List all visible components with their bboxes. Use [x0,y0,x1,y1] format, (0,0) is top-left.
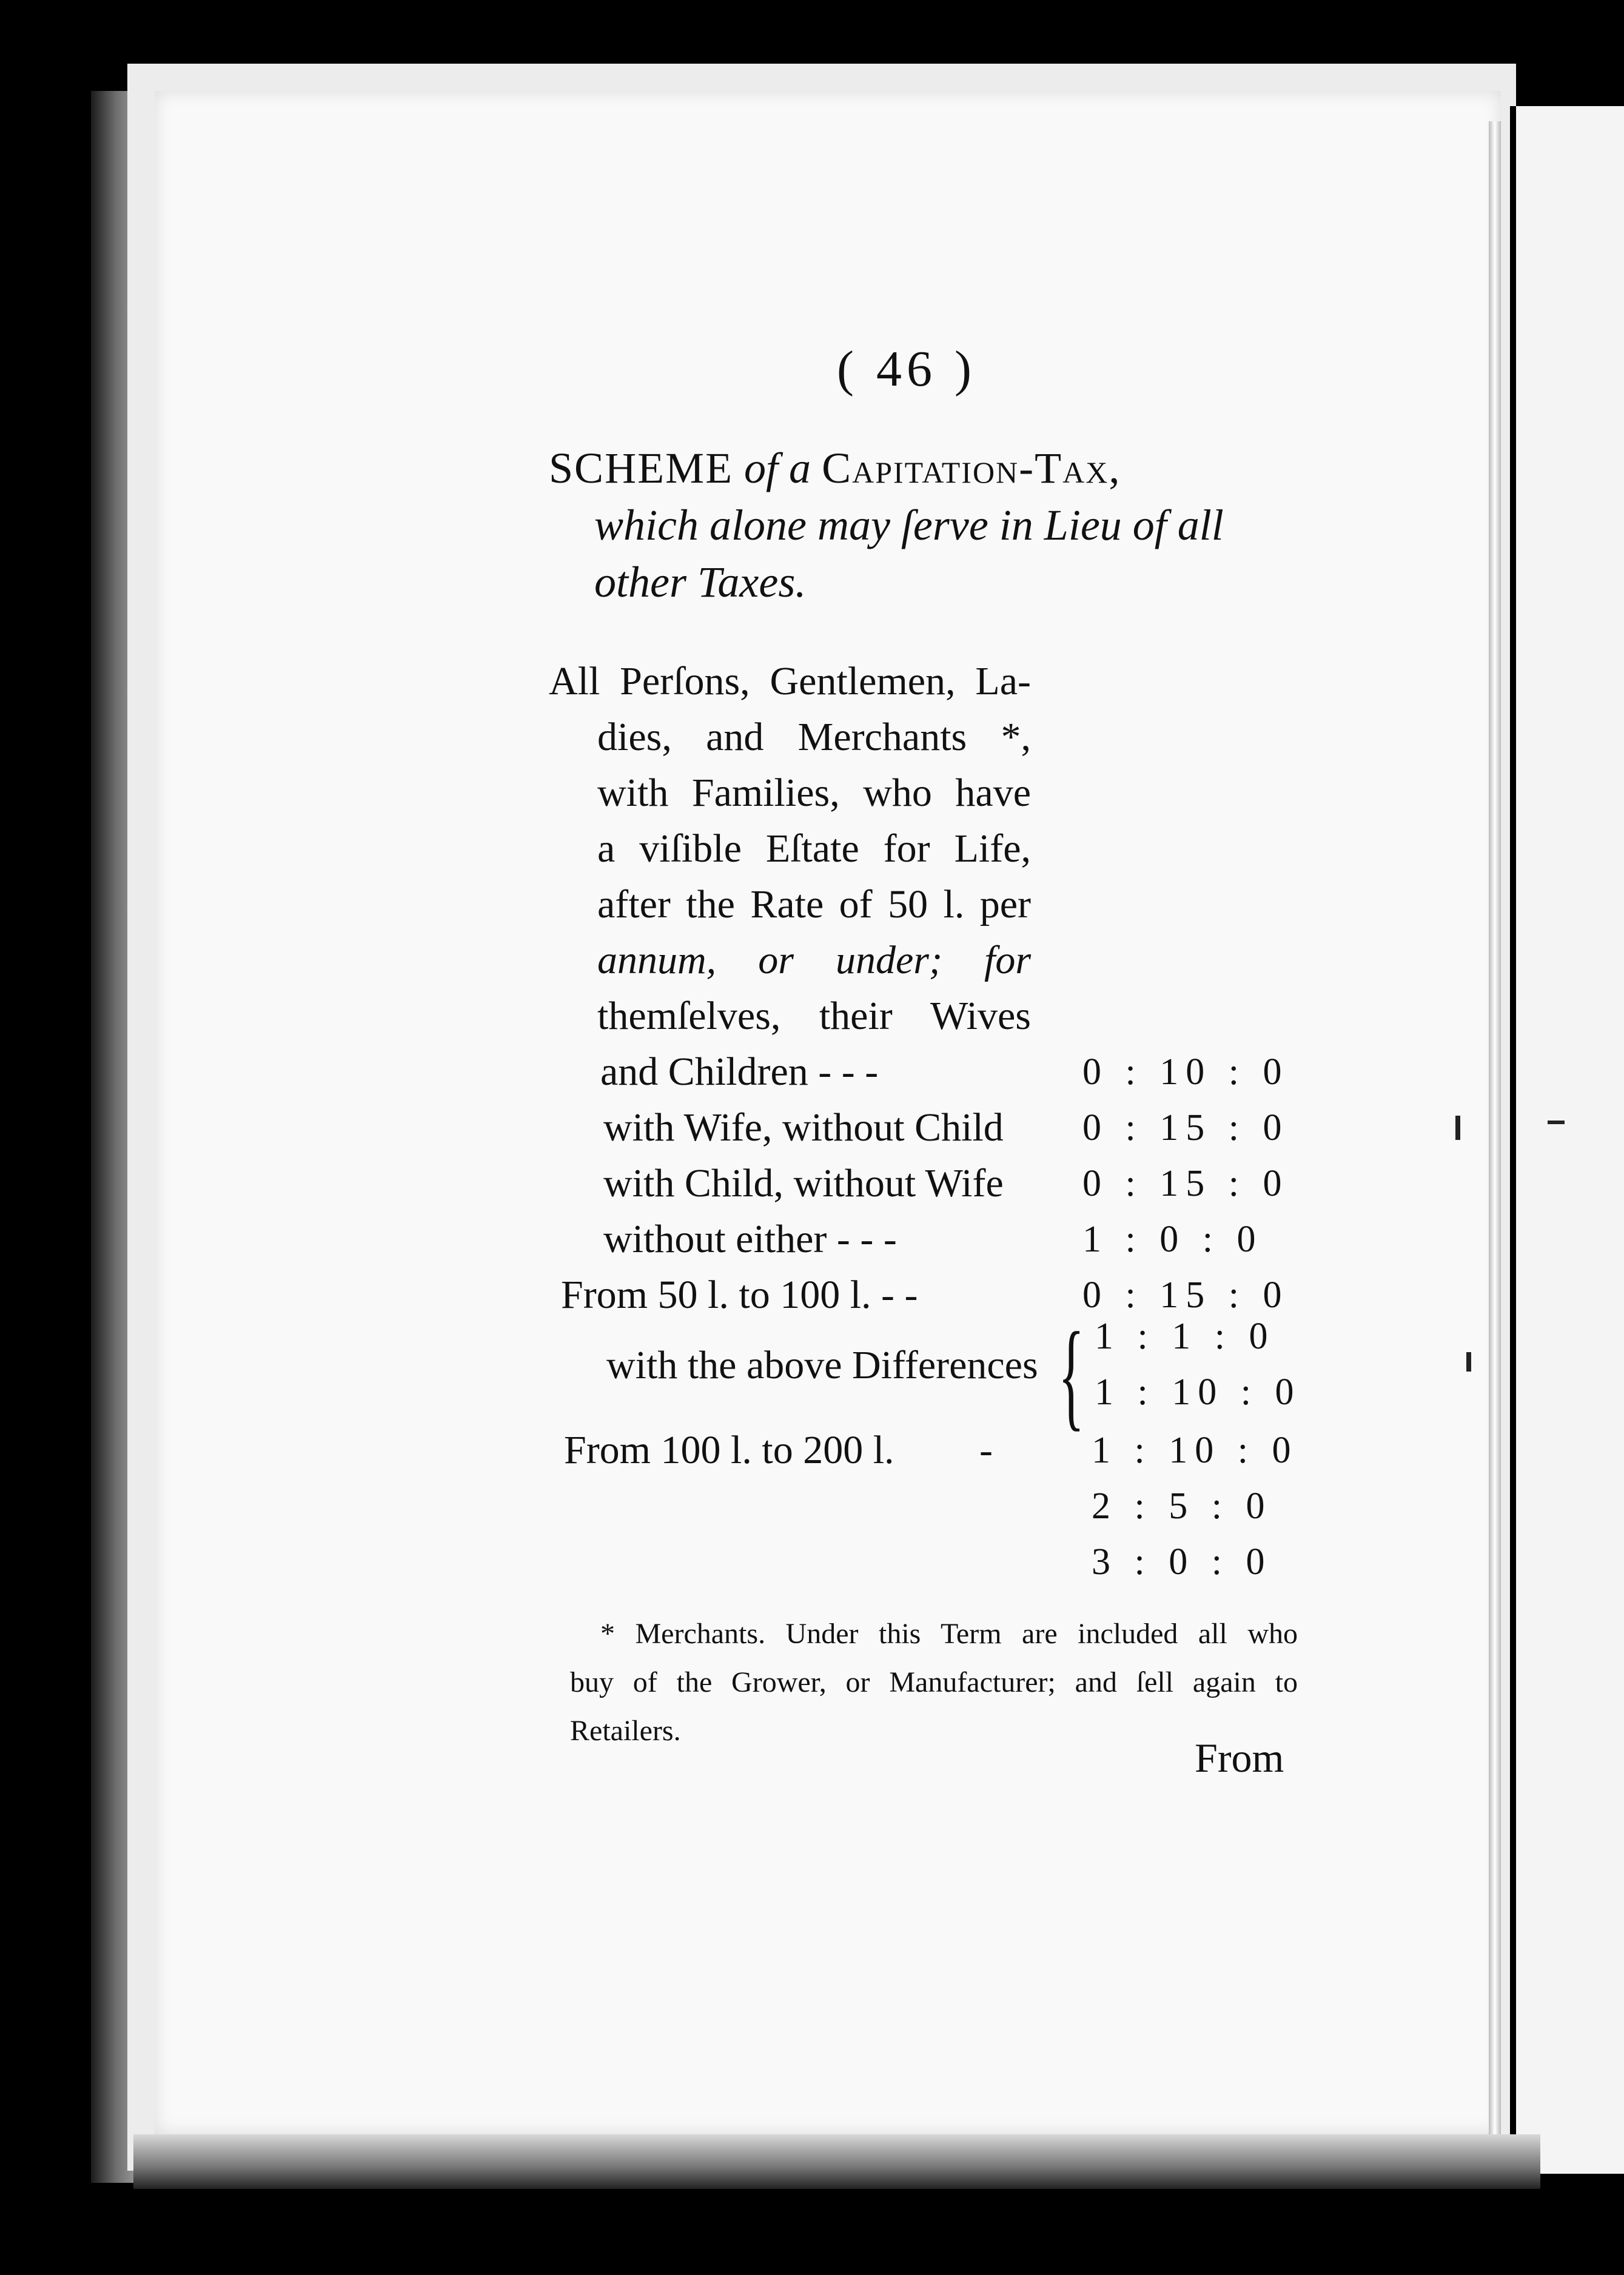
rate-amount-child: 0 : 15 : 0 [1082,1163,1289,1204]
footnote-line-3: Retailers. [570,1715,681,1747]
difference-amount-1: 1 : 1 : 0 [1095,1316,1275,1357]
rate-label-wife: with Wife, without Child [603,1105,1004,1150]
intro-line-3: with Families, who have [597,771,1031,815]
rate-amount-wife: 0 : 15 : 0 [1082,1107,1289,1148]
intro-line-5: after the Rate of 50 l. per [597,882,1031,926]
range-amount-1: 1 : 10 : 0 [1092,1430,1298,1471]
scheme-heading [549,440,1301,611]
scan-mark [1466,1352,1471,1372]
heading-lead: SCHEME [549,444,734,492]
page-number: ( 46 ) [837,341,976,397]
intro-line-7: themſelves, their Wives [597,994,1031,1038]
range-label: From 100 l. to 200 l. [564,1428,894,1472]
difference-label: with the above Differences [606,1343,1038,1387]
range-dash: - [979,1428,993,1472]
catchword: From [1195,1735,1284,1781]
scan-mark [1455,1116,1460,1140]
scan-mark [1548,1121,1565,1124]
rate-label-50-100: From 50 l. to 100 l. - - [561,1273,918,1317]
facing-page-edge [1510,106,1624,2174]
page-fold [1489,121,1501,2140]
range-amount-3: 3 : 0 : 0 [1092,1541,1272,1583]
footnote-line-1: * Merchants. Under this Term are included all who [600,1618,1298,1650]
book-bottom-edge [133,2134,1540,2189]
difference-amount-2: 1 : 10 : 0 [1095,1372,1301,1413]
heading-line-3: other Taxes. [594,558,807,606]
rate-amount-either: 1 : 0 : 0 [1082,1219,1263,1260]
heading-title: Capitation-Tax, [822,444,1121,492]
rate-amount-children: 0 : 10 : 0 [1082,1051,1289,1093]
footnote-line-2: buy of the Grower, or Manufacturer; and ſell again to [570,1666,1298,1698]
intro-line-1: All Perſons, Gentlemen, La- [549,659,1031,703]
intro-line-4: a viſible Eſtate for Life, [597,826,1031,871]
rate-label-children: and Children - - - [600,1050,879,1094]
intro-line-2: dies, and Merchants *, [597,715,1031,759]
rate-label-either: without either - - - [603,1217,897,1261]
range-amount-2: 2 : 5 : 0 [1092,1486,1272,1527]
rate-label-child: with Child, without Wife [603,1161,1004,1205]
rate-amount-50-100: 0 : 15 : 0 [1082,1275,1289,1316]
footnote [570,1610,1298,1755]
heading-line-2: which alone may ſerve in Lieu of all [594,501,1224,549]
curly-brace: { [1058,1308,1085,1442]
intro-line-6: annum, or under; for [597,938,1031,982]
heading-of-a: of a [744,444,811,492]
